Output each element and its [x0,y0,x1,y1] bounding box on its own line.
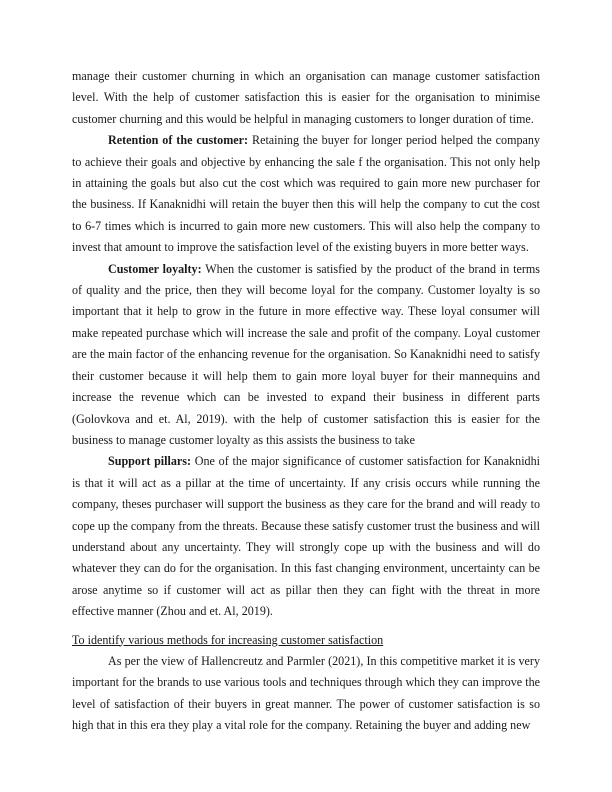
document-page [72,66,540,737]
paragraph-customer-churning: manage their customer churning in which an organisation can manage customer satisfaction level. With the help of customer satisfaction this is easier for the organisation to minimise customer churning and this would be helpful in managing customers to longer duration of time. [72,69,540,126]
paragraph-body-loyalty: When the customer is satisfied by the product of the brand in terms of quality and the price, then they will become loyal for the company. Customer loyalty is so important that it help to grow in the future in more effective way. These loyal consumer will make repeated purchase which will increase the sale and profit of the company. Loyal customer are the main factor of the enhancing revenue for the organisation. So Kanaknidhi need to satisfy their customer because it will help them to gain more loyal buyer for their mannequins and increase the revenue which can be invested to expand their business in different parts (Golovkova and et. Al, 2019). with the help of customer satisfaction this is easier for the business to manage customer loyalty as this assists the business to take [72,261,540,447]
section-heading: To identify various methods for increasing customer satisfaction [72,632,384,647]
paragraph-loyalty [72,259,540,452]
paragraph-methods: As per the view of Hallencreutz and Parmler (2021), In this competitive market it is very important for the brands to use various tools and techniques through which they can improve the level of satisfaction of their buyers in great manner. The power of customer satisfaction is so high that in this era they play a vital role for the company. Retaining the buyer and adding new [72,653,540,733]
paragraph-lead-retention: Retention of the customer: [108,133,249,148]
paragraph-body-support-pillars: One of the major significance of customer satisfaction for Kanaknidhi is that it will act as a pillar at the time of uncertainty. If any crisis occurs while running the company, theses purchaser will support the business as they care for the brand and will ready to cope up the company from the threats. Because these satisfy customer trust the business and will understand about any uncertainty. They will strongly cope up with the business and will do whatever they can do for the organisation. In this fast changing environment, uncertainty can be arose anytime so if customer will act as pillar then they can fight with the threat in more effective manner (Zhou and et. Al, 2019). [72,454,541,619]
paragraph-lead-support-pillars: Support pillars: [108,454,192,469]
paragraph-body-retention: Retaining the buyer for longer period helped the company to achieve their goals and objective by enhancing the sale f the organisation. This not only help in attaining the goals but also cut the cost which was required to gain more new purchaser for the business. If Kanaknidhi will retain the buyer then this will help the company to cut the cost to 6-7 times which is incurred to gain more new customers. This will also help the company to invest that amount to improve the satisfaction level of the existing buyers in more better ways. [72,133,540,255]
paragraph-lead-loyalty: Customer loyalty: [108,261,202,276]
paragraph-retention [72,130,540,258]
paragraph-support-pillars [72,451,540,622]
